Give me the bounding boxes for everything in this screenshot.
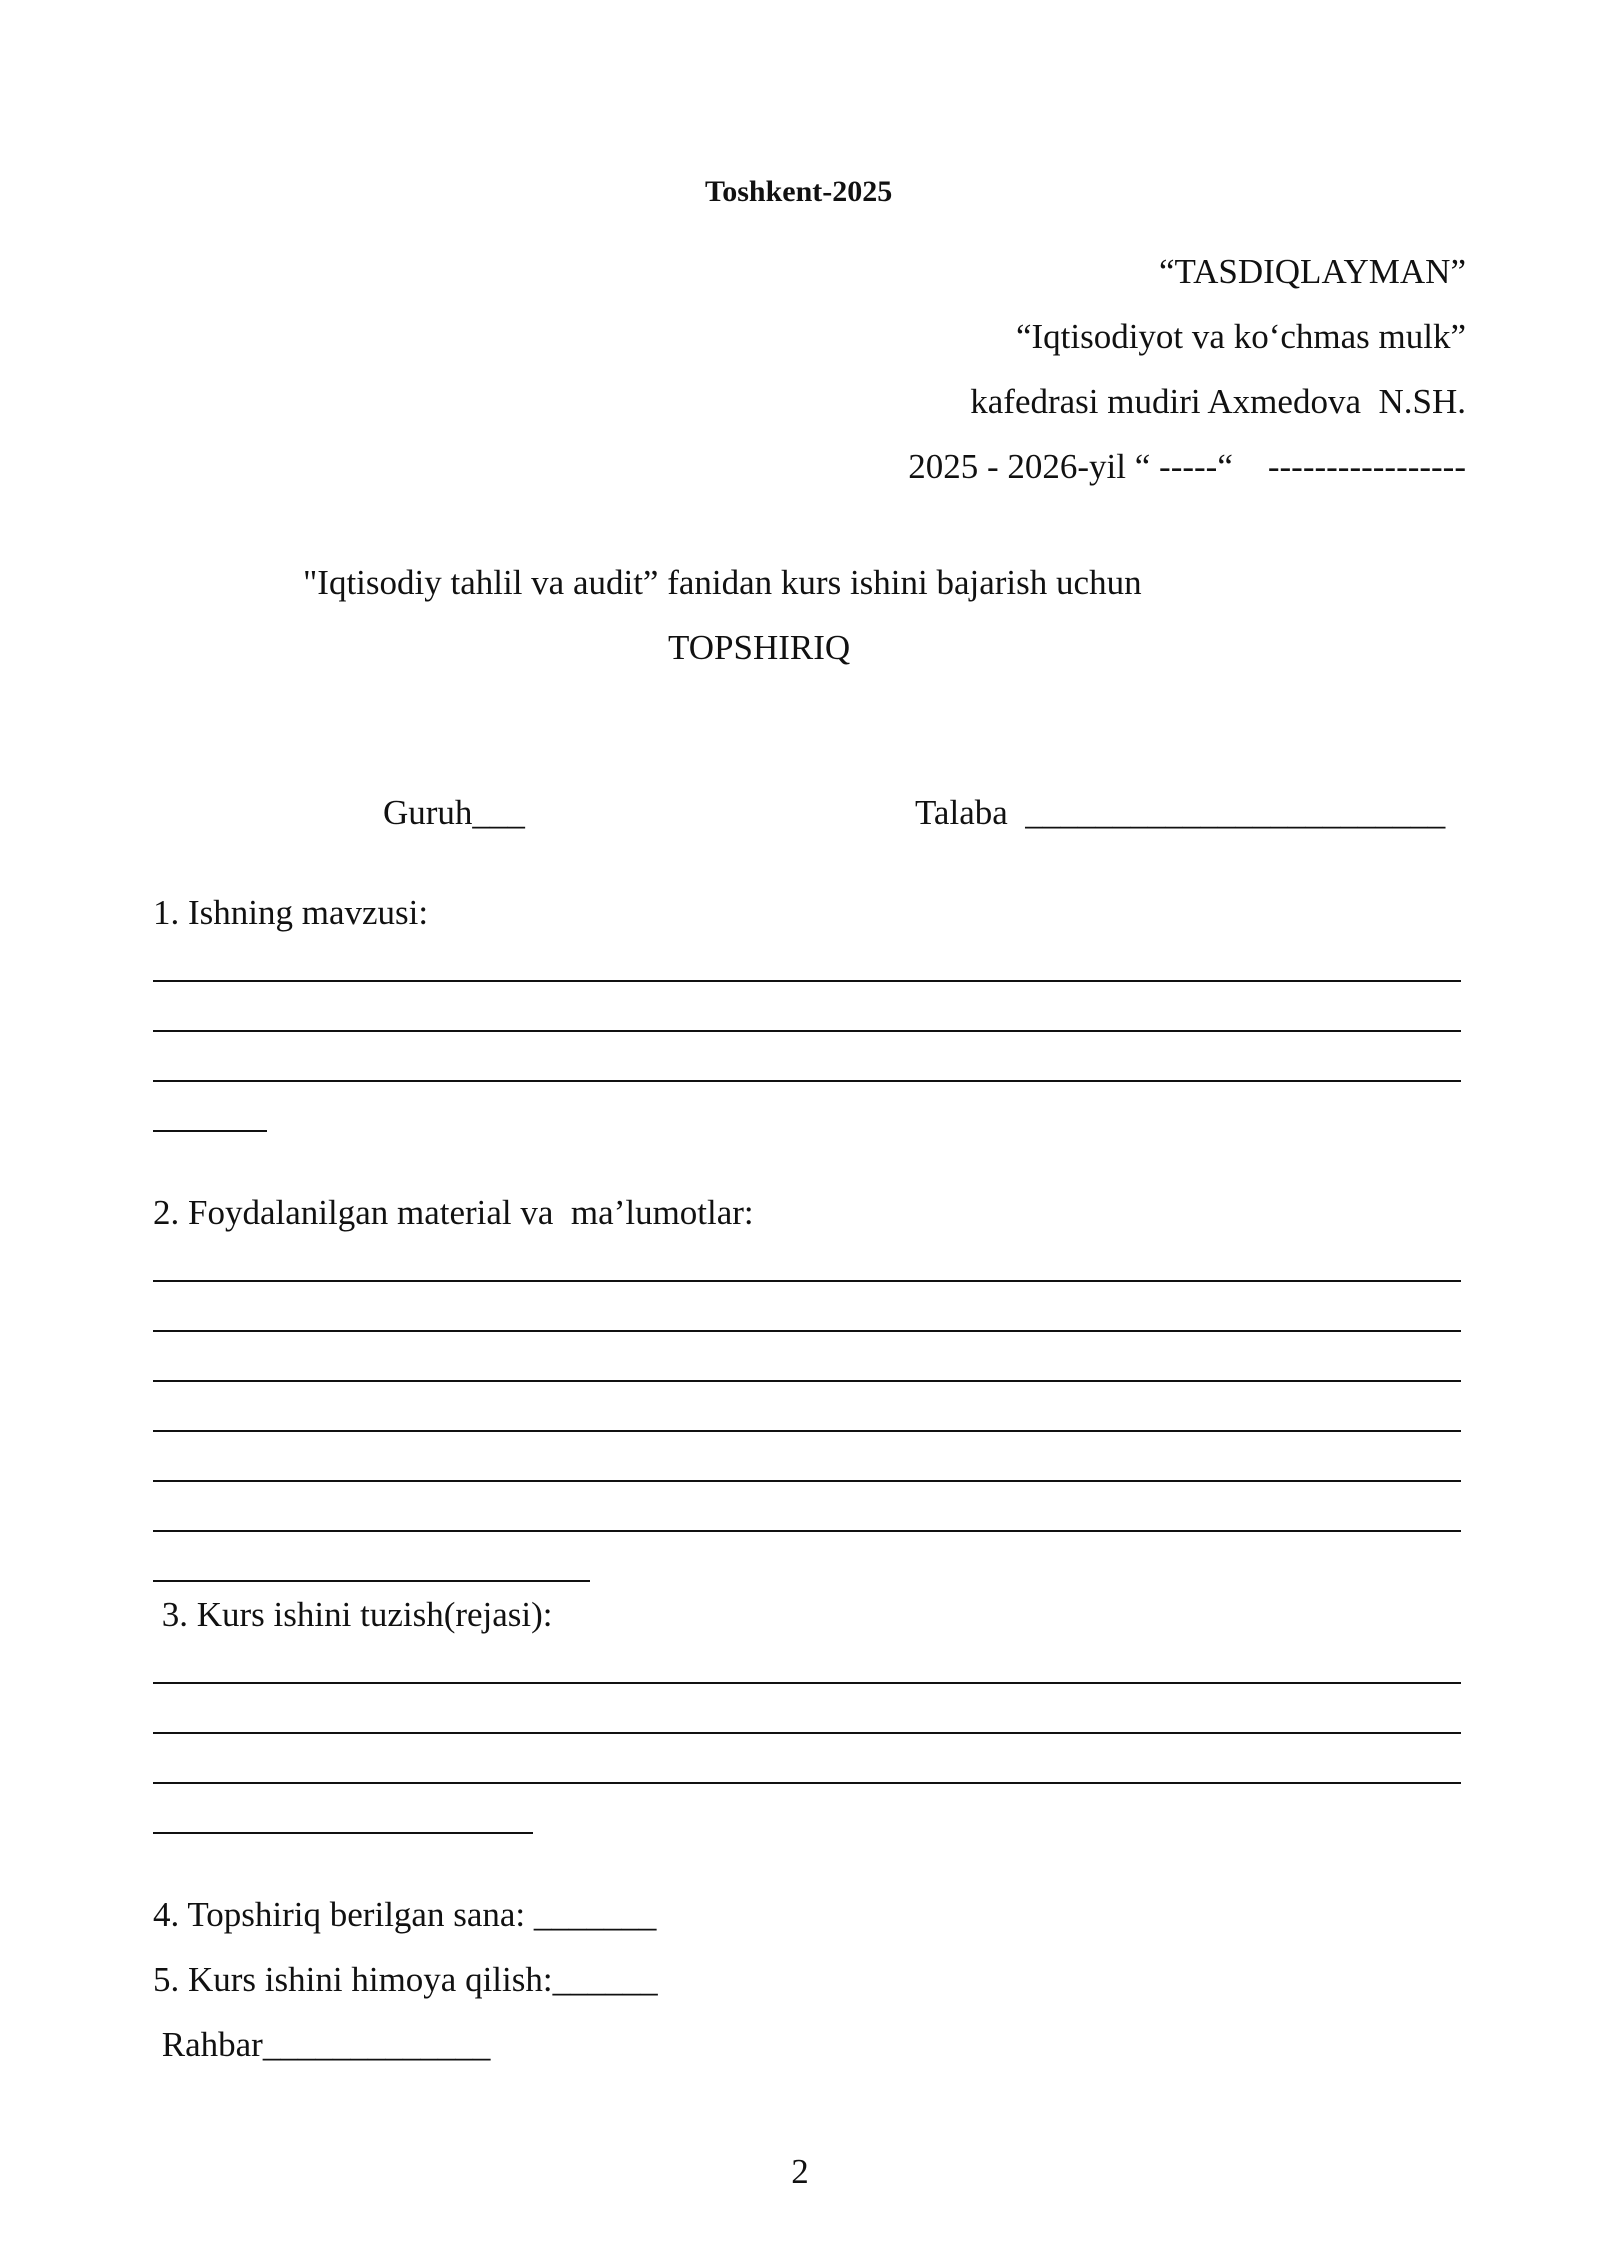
section-3-label: 3. Kurs ishini tuzish(rejasi): [153, 1595, 553, 1634]
section-1-blank-line [153, 1030, 1461, 1032]
section-4-label: 4. Topshiriq berilgan sana: _______ [153, 1895, 657, 1934]
approval-head: kafedrasi mudiri Axmedova N.SH. [970, 382, 1466, 421]
section-3-blank-line [153, 1832, 533, 1834]
supervisor-label: Rahbar_____________ [153, 2025, 491, 2064]
section-2-blank-line [153, 1380, 1461, 1382]
task-title: TOPSHIRIQ [668, 628, 851, 667]
section-1-blank-line [153, 980, 1461, 982]
section-1-label: 1. Ishning mavzusi: [153, 893, 429, 932]
section-2-blank-line [153, 1280, 1461, 1282]
group-field: Guruh___ [383, 793, 525, 832]
section-2-blank-line [153, 1330, 1461, 1332]
section-1-blank-line [153, 1080, 1461, 1082]
student-field: Talaba ________________________ [915, 793, 1446, 832]
section-2-blank-line [153, 1480, 1461, 1482]
section-2-label: 2. Foydalanilgan material va ma’lumotlar: [153, 1193, 754, 1232]
page-number: 2 [791, 2152, 809, 2191]
approval-title: “TASDIQLAYMAN” [1159, 252, 1466, 291]
header-city-year: Toshkent-2025 [705, 175, 893, 208]
section-1-blank-line [153, 1130, 267, 1132]
task-subject-line: "Iqtisodiy tahlil va audit” fanidan kurs ishini bajarish uchun [303, 563, 1142, 602]
section-3-blank-line [153, 1732, 1461, 1734]
section-2-blank-line [153, 1430, 1461, 1432]
approval-date-line: 2025 - 2026-yil “ -----“ ----------------- [908, 447, 1466, 486]
section-3-blank-line [153, 1682, 1461, 1684]
section-2-blank-line [153, 1580, 590, 1582]
approval-department: “Iqtisodiyot va ko‘chmas mulk” [1015, 317, 1466, 356]
section-5-label: 5. Kurs ishini himoya qilish:______ [153, 1960, 658, 1999]
section-2-blank-line [153, 1530, 1461, 1532]
section-3-blank-line [153, 1782, 1461, 1784]
